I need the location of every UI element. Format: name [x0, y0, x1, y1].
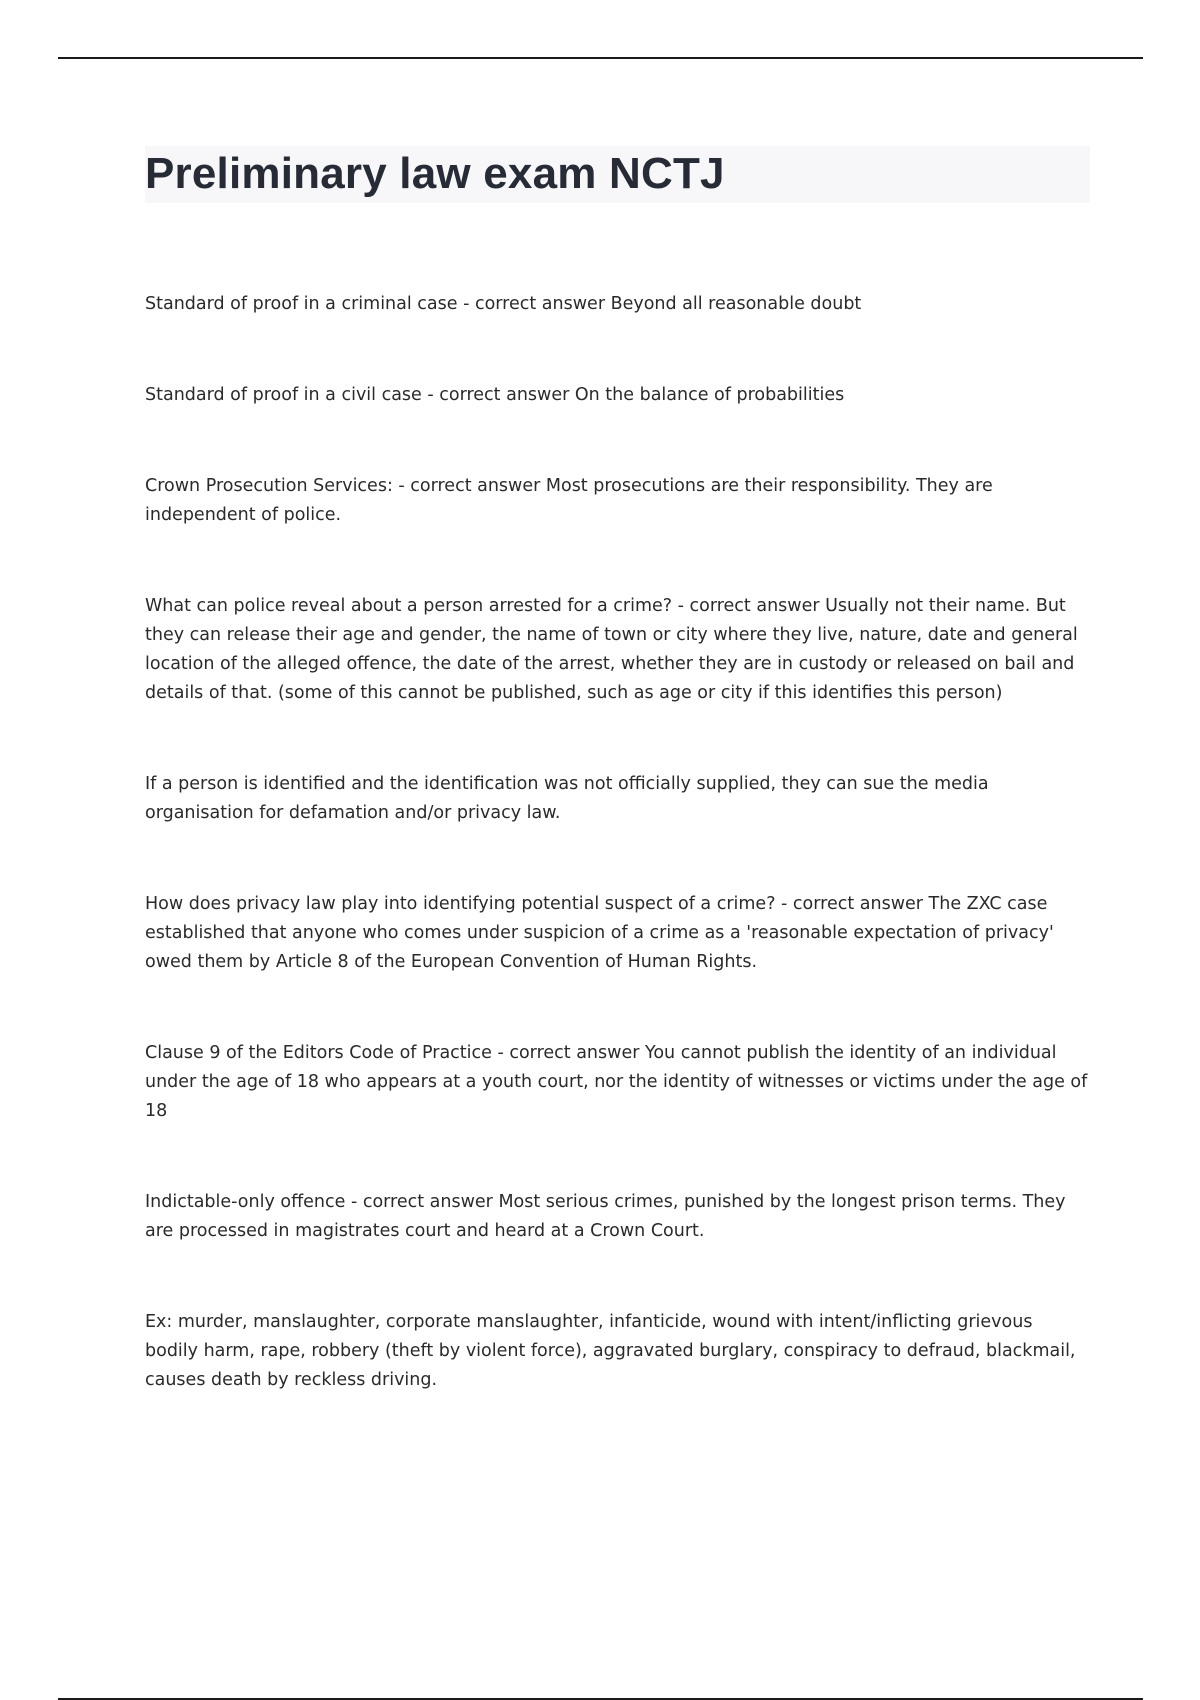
page-title: Preliminary law exam NCTJ [145, 149, 725, 198]
paragraph-indictable-only: Indictable-only offence - correct answer Most serious crimes, punished by the longest prison terms. They are processed in magistrates court and heard at a Crown Court. [145, 1192, 1066, 1241]
paragraph-privacy-law: How does privacy law play into identifying potential suspect of a crime? - correct answer The ZXC case established that anyone who comes under suspicion of a crime as a 'reasonable expectation of privacy' owed them by Article 8 of the European Convention of Human Rights. [145, 894, 1054, 972]
paragraph-criminal-proof: Standard of proof in a criminal case - correct answer Beyond all reasonable doubt [145, 294, 862, 314]
paragraph-police-reveal: What can police reveal about a person arrested for a crime? - correct answer Usually not their name. But they can release their age and gender, the name of town or city where they live, nature, date and general location of the alleged offence, the date of the arrest, whether they are in custody or released on bail and details of that. (some of this cannot be published, such as age or city if this identifies this person) [145, 596, 1078, 703]
paragraph-clause-9: Clause 9 of the Editors Code of Practice - correct answer You cannot publish the identity of an individual under the age of 18 who appears at a youth court, nor the identity of witnesses or victims under the age of 18 [145, 1043, 1088, 1121]
paragraph-civil-proof: Standard of proof in a civil case - correct answer On the balance of probabilities [145, 385, 845, 405]
paragraph-crown-prosecution: Crown Prosecution Services: - correct answer Most prosecutions are their responsibility. They are independent of police. [145, 476, 993, 525]
top-divider [58, 57, 1143, 59]
paragraph-identification: If a person is identified and the identification was not officially supplied, they can sue the media organisation for defamation and/or privacy law. [145, 774, 989, 823]
paragraph-examples: Ex: murder, manslaughter, corporate manslaughter, infanticide, wound with intent/inflicting grievous bodily harm, rape, robbery (theft by violent force), aggravated burglary, conspiracy to defraud, blackmail, causes death by reckless driving. [145, 1312, 1076, 1390]
document-body [145, 290, 1090, 1457]
